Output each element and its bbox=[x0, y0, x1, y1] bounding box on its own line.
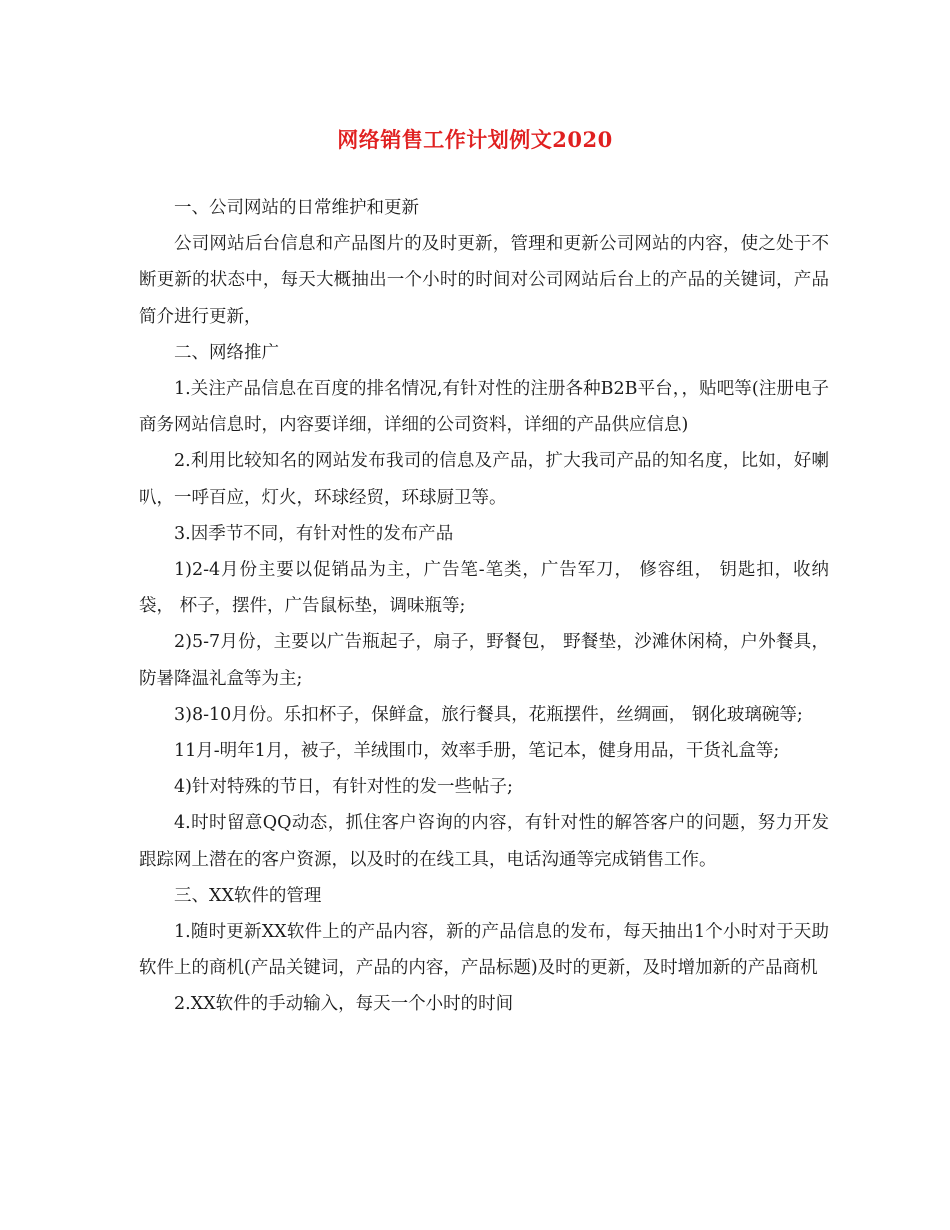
paragraph: 2)5-7月份，主要以广告瓶起子，扇子，野餐包， 野餐垫，沙滩休闲椅，户外餐具，防暑降温礼盒等为主; bbox=[139, 632, 829, 689]
section-heading-3: 三、XX软件的管理 bbox=[174, 885, 322, 906]
document-body bbox=[139, 190, 829, 1023]
paragraph: 3.因季节不同，有针对性的发布产品 bbox=[174, 523, 454, 544]
paragraph: 公司网站后台信息和产品图片的及时更新，管理和更新公司网站的内容，使之处于不断更新的状态中，每天大概抽出一个小时的时间对公司网站后台上的产品的关键词，产品简介进行更新， bbox=[139, 234, 829, 327]
paragraph: 11月-明年1月，被子，羊绒围巾，效率手册，笔记本，健身用品，干货礼盒等; bbox=[174, 741, 780, 762]
document-title: 网络销售工作计划例文2020 bbox=[337, 127, 613, 152]
paragraph: 4)针对特殊的节日，有针对性的发一些帖子; bbox=[174, 777, 513, 798]
paragraph: 2.XX软件的手动输入，每天一个小时的时间 bbox=[174, 994, 514, 1015]
paragraph: 3)8-10月份。乐扣杯子，保鲜盒，旅行餐具，花瓶摆件，丝绸画， 钢化玻璃碗等; bbox=[174, 704, 803, 725]
section-heading-1: 一、公司网站的日常维护和更新 bbox=[174, 198, 419, 218]
paragraph: 4.时时留意QQ动态，抓住客户咨询的内容，有针对性的解答客户的问题，努力开发跟踪网上潜在的客户资源，以及时的在线工具，电话沟通等完成销售工作。 bbox=[139, 813, 829, 870]
paragraph: 1.随时更新XX软件上的产品内容，新的产品信息的发布，每天抽出1个小时对于天助软件上的商机(产品关键词，产品的内容，产品标题)及时的更新，及时增加新的产品商机 bbox=[139, 922, 829, 979]
paragraph: 1)2-4月份主要以促销品为主，广告笔-笔类，广告军刀， 修容组， 钥匙扣，收纳袋， 杯子，摆件，广告鼠标垫，调味瓶等; bbox=[139, 560, 829, 617]
paragraph: 2.利用比较知名的网站发布我司的信息及产品，扩大我司产品的知名度，比如，好喇叭，一呼百应，灯火，环球经贸，环球厨卫等。 bbox=[139, 451, 829, 508]
paragraph: 1.关注产品信息在百度的排名情况,有针对性的注册各种B2B平台，，贴吧等(注册电子商务网站信息时，内容要详细，详细的公司资料，详细的产品供应信息) bbox=[139, 379, 829, 436]
section-heading-2: 二、网络推广 bbox=[174, 342, 279, 363]
